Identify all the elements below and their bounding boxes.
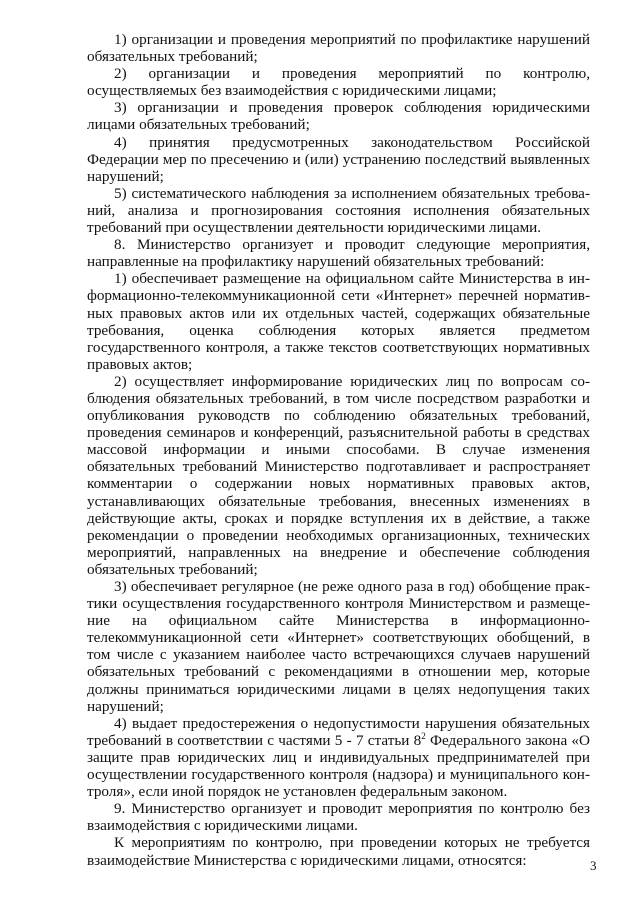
paragraph-section-8-item-3: 3) обеспечивает регулярное (не реже одного раза в год) обобщение практики осуществления государственного контроля Министерством и размещение на официальном сайте Министерства в информационно-телекоммуникационной сети «Интернет» соответствующих обобщений, в том числе с указанием наиболее часто встречающихся случаев нарушений обязательных требований с рекомендациями в отношении мер, которые должны приниматься юридическими лицами в целях недопущения таких нарушений; — [87, 578, 590, 715]
document-page — [87, 31, 590, 869]
paragraph-item-1: 1) организации и проведения мероприятий по профилактике нарушений обязательных требований; — [87, 31, 590, 66]
paragraph-section-8: 8. Министерство организует и проводит следующие мероприятия, направленные на профилактику нарушений обязательных требований: — [87, 236, 590, 271]
paragraph-section-9: 9. Министерство организует и проводит мероприятия по контролю без взаимодействия с юридическими лицами. — [87, 800, 590, 835]
paragraph-item-5: 5) систематического наблюдения за исполнением обязательных требований, анализа и прогнозирования состояния исполнения обязательных требований при осуществлении деятельности юридическими лицами. — [87, 184, 590, 237]
paragraph-item-4: 4) принятия предусмотренных законодательством Российской Федерации мер по пресечению и (или) устранению последствий выявленных нарушений; — [87, 133, 590, 185]
paragraph-item-3: 3) организации и проведения проверок соблюдения юридическими лицами обязательных требований; — [87, 99, 590, 134]
page-number: 3 — [590, 858, 597, 873]
paragraph-item-2: 2) организации и проведения мероприятий по контролю, осуществляемых без взаимодействия с юридическими лицами; — [87, 65, 590, 100]
para4-text-start: 4) выдает предостережения о недопустимости нарушения обязательных требований в соответствии с частями 5 - 7 статьи 8 — [87, 714, 590, 749]
paragraph-section-8-item-2: 2) осуществляет информирование юридических лиц по вопросам соблюдения обязательных требований, в том числе посредством разработки и опубликования руководств по соблюдению обязательных требований, проведения семинаров и конференций, разъяснительной работы в средствах массовой информации и иными способами. В случае изменения обязательных требований Министерство подготавливает и распространяет комментарии о содержании новых нормативных правовых актов, устанавливающих обязательные требования, внесенных изменениях в действующие акты, сроках и порядке вступления их в действие, а также рекомендации о проведении необходимых организационных, технических мероприятий, направленных на внедрение и обеспечение соблюдения обязательных требований; — [87, 372, 590, 578]
paragraph-section-8-item-1: 1) обеспечивает размещение на официальном сайте Министерства в информационно-телекоммуникационной сети «Интернет» перечней нормативных правовых актов или их отдельных частей, содержащих обязательные требования, оценка соблюдения которых является предметом государственного контроля, а также текстов соответствующих нормативных правовых актов; — [87, 270, 590, 373]
paragraph-control-measures: К мероприятиям по контролю, при проведении которых не требуется взаимодействие Министерства с юридическими лицами, относятся: — [87, 834, 590, 869]
para4-superscript: 2 — [421, 730, 426, 741]
paragraph-section-8-item-4 — [87, 715, 590, 800]
para4-text-end: Федерального закона «О защите прав юридических лиц и индивидуальных предпринимателей при осуществлении государственного контроля (надзора) и муниципального контроля», если иной порядок не установлен федеральным законом. — [87, 731, 590, 801]
